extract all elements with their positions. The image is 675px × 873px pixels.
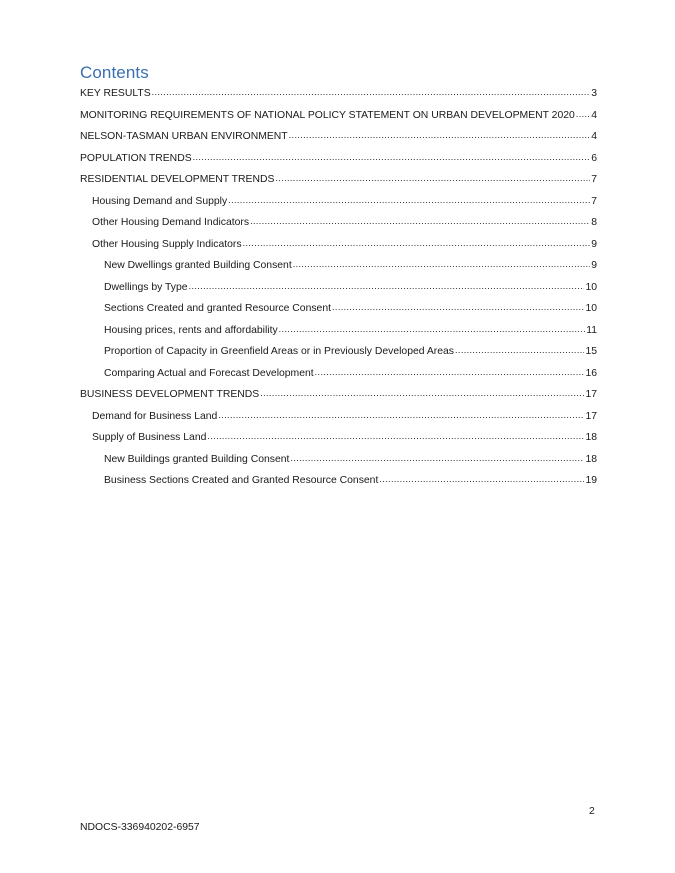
toc-entry[interactable] xyxy=(80,301,597,323)
toc-entry-title: Demand for Business Land xyxy=(92,410,218,422)
toc-entry[interactable] xyxy=(80,387,597,409)
dot-leader xyxy=(207,429,584,444)
toc-heading: Contents xyxy=(80,63,149,82)
dot-leader xyxy=(250,214,590,229)
toc-entry-page: 7 xyxy=(591,174,597,185)
toc-entry-title: New Dwellings granted Building Consent xyxy=(104,260,292,271)
toc-entry-title: Comparing Actual and Forecast Development xyxy=(104,367,314,379)
toc-entry-page: 18 xyxy=(585,432,597,443)
toc-entry-page: 9 xyxy=(591,260,597,271)
dot-leader xyxy=(293,257,591,272)
toc-entry[interactable] xyxy=(80,258,597,280)
toc-entry-title: Housing prices, rents and affordability xyxy=(104,324,278,336)
dot-leader xyxy=(289,128,591,143)
toc-entry-title: NELSON-TASMAN URBAN ENVIRONMENT xyxy=(80,131,288,142)
toc-entry-page: 3 xyxy=(591,88,597,99)
toc-entry[interactable] xyxy=(80,194,597,216)
toc-entry[interactable] xyxy=(80,86,597,108)
toc-entry-title: Sections Created and granted Resource Consent xyxy=(104,303,332,314)
toc-entry[interactable] xyxy=(80,344,597,366)
dot-leader xyxy=(243,236,591,251)
toc-entry[interactable] xyxy=(80,151,597,173)
toc-entry[interactable] xyxy=(80,409,597,431)
toc-entry-title: Dwellings by Type xyxy=(104,281,188,293)
toc-entry[interactable] xyxy=(80,366,597,388)
toc-entry[interactable] xyxy=(80,280,597,302)
toc-entry[interactable] xyxy=(80,108,597,130)
table-of-contents xyxy=(80,86,597,495)
dot-leader xyxy=(218,408,584,423)
toc-entry-page: 19 xyxy=(585,475,597,486)
toc-entry-page: 17 xyxy=(585,389,597,400)
dot-leader xyxy=(290,451,584,466)
toc-entry-page: 10 xyxy=(585,281,597,293)
toc-entry-title: KEY RESULTS xyxy=(80,88,151,99)
toc-entry-page: 16 xyxy=(585,367,597,379)
toc-entry-title: Proportion of Capacity in Greenfield Areas or in Previously Developed Areas xyxy=(104,346,455,357)
dot-leader xyxy=(455,343,584,358)
toc-entry[interactable] xyxy=(80,215,597,237)
toc-entry[interactable] xyxy=(80,237,597,259)
toc-entry-title: Housing Demand and Supply xyxy=(92,195,228,207)
dot-leader xyxy=(260,386,584,401)
toc-entry-page: 8 xyxy=(591,217,597,228)
dot-leader xyxy=(189,279,585,294)
toc-entry-title: Other Housing Supply Indicators xyxy=(92,238,242,250)
dot-leader xyxy=(193,150,591,165)
toc-entry-title: MONITORING REQUIREMENTS OF NATIONAL POLICY STATEMENT ON URBAN DEVELOPMENT 2020 xyxy=(80,109,575,121)
toc-entry-title: RESIDENTIAL DEVELOPMENT TRENDS xyxy=(80,174,275,185)
toc-entry[interactable] xyxy=(80,452,597,474)
toc-entry-page: 9 xyxy=(591,238,597,250)
toc-entry-page: 6 xyxy=(591,152,597,164)
toc-entry[interactable] xyxy=(80,172,597,194)
toc-entry-page: 18 xyxy=(585,453,597,465)
dot-leader xyxy=(315,365,585,380)
dot-leader xyxy=(332,300,584,315)
toc-entry-title: Other Housing Demand Indicators xyxy=(92,217,250,228)
dot-leader xyxy=(576,107,590,122)
toc-entry[interactable] xyxy=(80,430,597,452)
document-id: NDOCS-336940202-6957 xyxy=(80,822,200,833)
toc-entry-page: 7 xyxy=(591,195,597,207)
toc-entry-title: Business Sections Created and Granted Resource Consent xyxy=(104,475,379,486)
toc-entry-title: POPULATION TRENDS xyxy=(80,152,192,164)
toc-entry-title: New Buildings granted Building Consent xyxy=(104,453,290,465)
dot-leader xyxy=(279,322,586,337)
dot-leader xyxy=(152,85,591,100)
page-number: 2 xyxy=(589,806,595,817)
dot-leader xyxy=(379,472,584,487)
toc-entry-page: 4 xyxy=(591,109,597,121)
toc-entry-page: 15 xyxy=(585,346,597,357)
toc-entry[interactable] xyxy=(80,129,597,151)
toc-entry-page: 11 xyxy=(586,324,597,336)
toc-entry-page: 10 xyxy=(585,303,597,314)
toc-entry-page: 4 xyxy=(591,131,597,142)
dot-leader xyxy=(228,193,590,208)
toc-entry-page: 17 xyxy=(585,410,597,422)
toc-entry-title: BUSINESS DEVELOPMENT TRENDS xyxy=(80,389,260,400)
toc-entry[interactable] xyxy=(80,323,597,345)
toc-entry-title: Supply of Business Land xyxy=(92,432,207,443)
toc-entry[interactable] xyxy=(80,473,597,495)
dot-leader xyxy=(275,171,590,186)
